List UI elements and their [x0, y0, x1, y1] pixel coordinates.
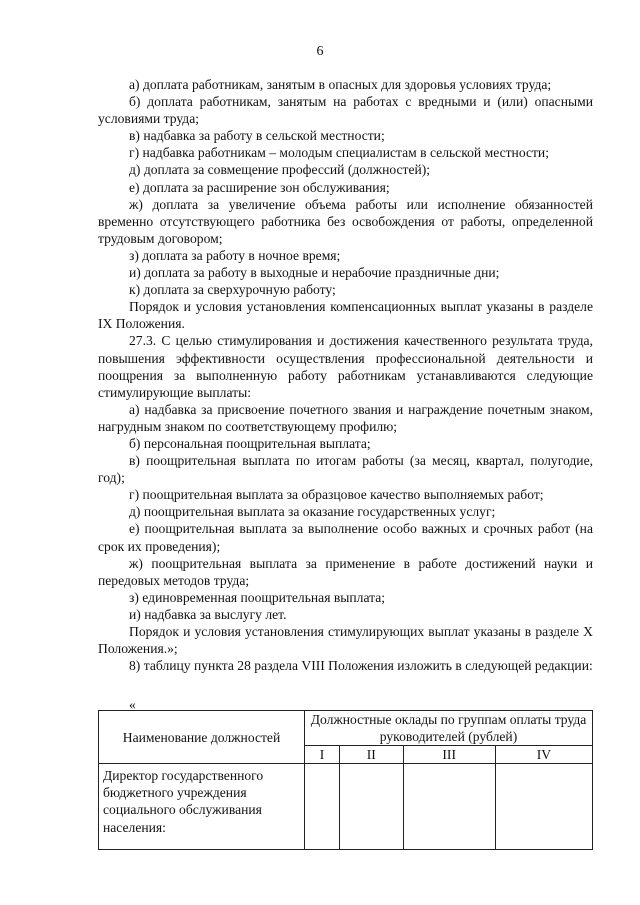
salary-groups-header: Должностные оклады по группам оплаты труда руководителей (рублей): [305, 711, 593, 746]
table-row: [99, 764, 593, 850]
paragraph: к) доплата за сверхурочную работу;: [129, 282, 336, 298]
paragraph: д) поощрительная выплата за оказание государственных услуг;: [129, 504, 496, 520]
paragraph: ж) поощрительная выплата за применение в работе достижений науки и передовых методов труда;: [98, 555, 593, 588]
group-header-iv: IV: [495, 746, 592, 764]
position-name-cell: Директор государственного бюджетного учреждения социального обслуживания населения:: [99, 764, 305, 850]
document-body: [98, 76, 593, 674]
paragraph: з) доплата за работу в ночное время;: [129, 247, 341, 263]
salary-cell: [403, 764, 495, 850]
paragraph: г) надбавка работникам – молодым специалистам в сельской местности;: [129, 145, 549, 161]
paragraph: е) поощрительная выплата за выполнение особо важных и срочных работ (на срок их проведения);: [98, 521, 593, 554]
paragraph: е) доплата за расширение зон обслуживания;: [129, 179, 390, 195]
paragraph: 27.3. С целью стимулирования и достижения качественного результата труда, повышения эффективности осуществления профессиональной деятельности и поощрения за выполненную работу работникам устанавливаются следующие стимулирующие выплаты:: [98, 333, 593, 400]
paragraph: б) доплата работникам, занятым на работах с вредными и (или) опасными условиями труда;: [98, 94, 593, 127]
salary-cell: [339, 764, 403, 850]
paragraph: 8) таблицу пункта 28 раздела VIII Положения изложить в следующей редакции:: [129, 658, 593, 674]
paragraph: г) поощрительная выплата за образцовое качество выполняемых работ;: [129, 487, 544, 503]
position-name-header: Наименование должностей: [99, 711, 305, 764]
page-number: 6: [316, 44, 324, 59]
paragraph: в) поощрительная выплата по итогам работы (за месяц, квартал, полугодие, год);: [98, 453, 593, 486]
salary-table: [98, 710, 593, 850]
paragraph: з) единовременная поощрительная выплата;: [129, 589, 386, 605]
paragraph: Порядок и условия установления стимулирующих выплат указаны в разделе X Положения.»;: [98, 624, 593, 657]
salary-cell: [495, 764, 592, 850]
paragraph: б) персональная поощрительная выплата;: [129, 435, 371, 451]
paragraph: а) доплата работникам, занятым в опасных для здоровья условиях труда;: [129, 77, 552, 92]
paragraph: д) доплата за совмещение профессий (должностей);: [129, 162, 431, 178]
paragraph: и) надбавка за выслугу лет.: [129, 606, 287, 622]
paragraph: в) надбавка за работу в сельской местности;: [129, 128, 385, 144]
paragraph: Порядок и условия установления компенсационных выплат указаны в разделе IX Положения.: [98, 299, 593, 332]
group-header-i: I: [305, 746, 340, 764]
table-header-row: [99, 711, 593, 746]
group-header-ii: II: [339, 746, 403, 764]
paragraph: и) доплата за работу в выходные и нерабочие праздничные дни;: [129, 265, 500, 281]
salary-cell: [305, 764, 340, 850]
paragraph: а) надбавка за присвоение почетного звания и награждение почетным знаком, нагрудным знаком по соответствующему профилю;: [98, 401, 593, 434]
opening-quote-mark: «: [129, 697, 136, 712]
group-header-iii: III: [403, 746, 495, 764]
paragraph: ж) доплата за увеличение объема работы или исполнение обязанностей временно отсутствующего работника без освобождения от работы, определенной трудовым договором;: [98, 196, 593, 246]
